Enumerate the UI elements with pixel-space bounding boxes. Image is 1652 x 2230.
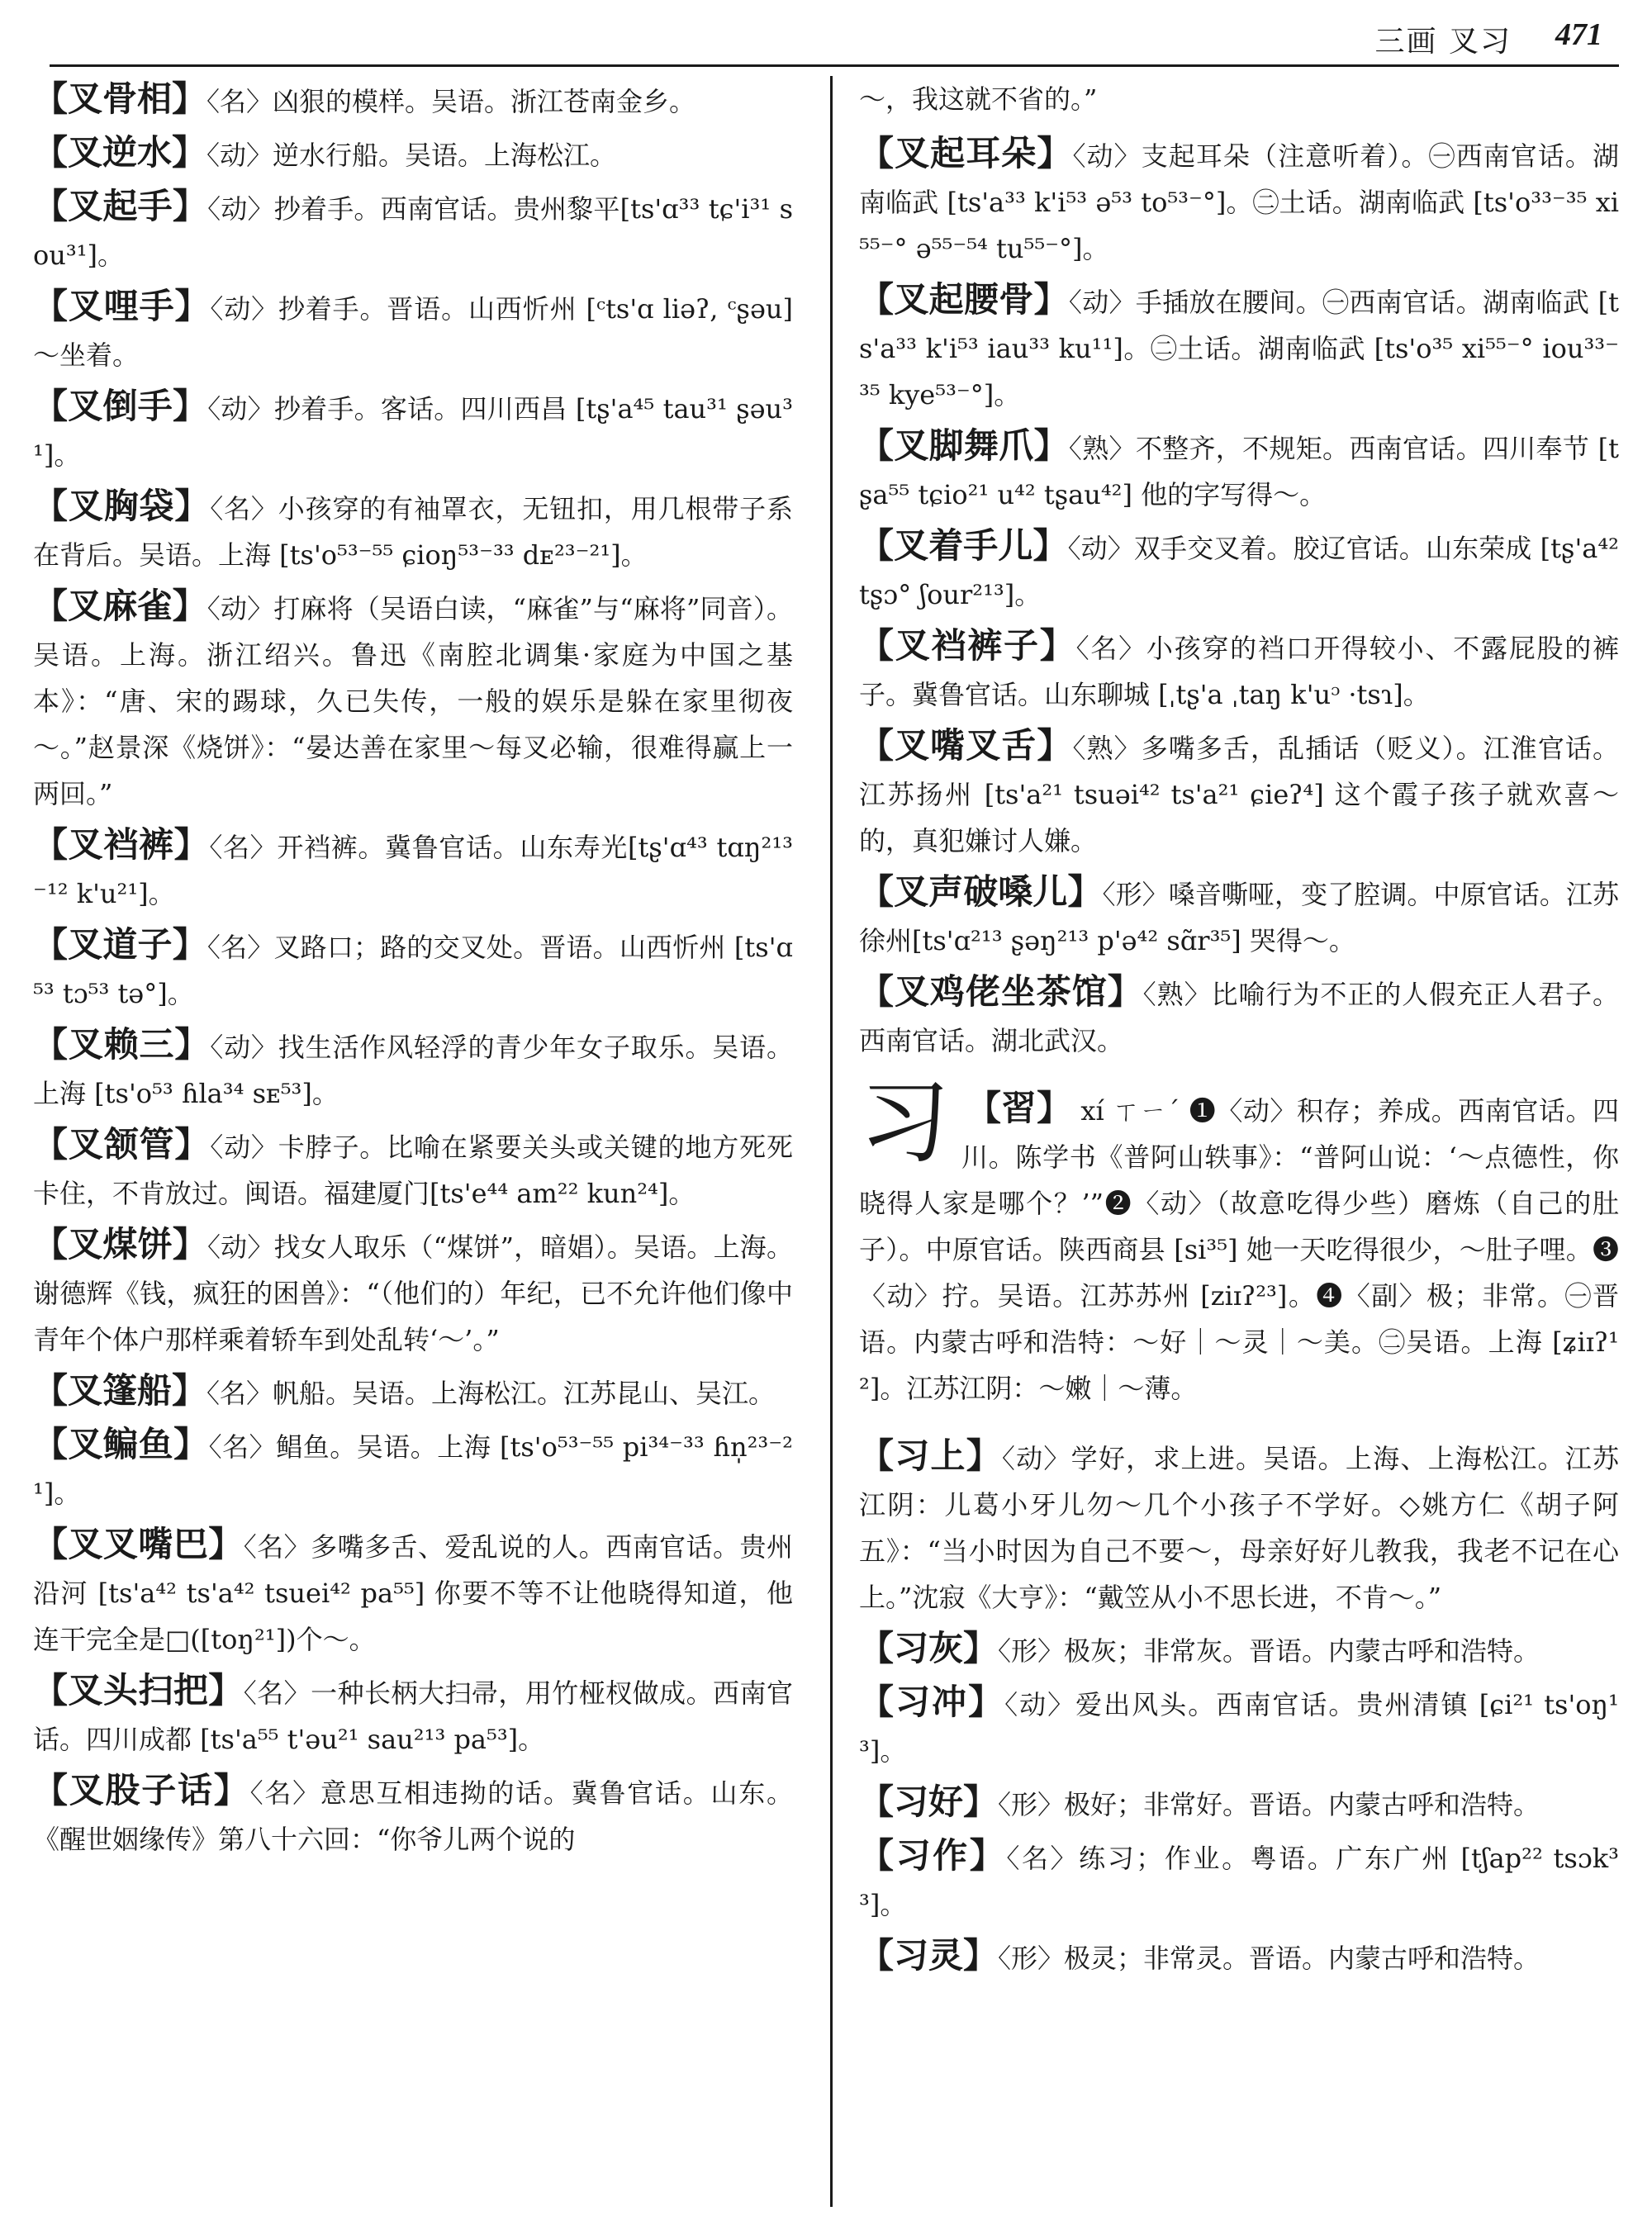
page-number: 471 (1555, 17, 1602, 52)
entry-headword: 【叉声破嗓儿】 (859, 871, 1103, 912)
dictionary-entry (859, 1833, 1619, 1928)
entry-headword: 【叉倒手】 (33, 386, 208, 426)
entry-definition: 〈熟〉多嘴多舌，乱插话（贬义）。江淮官话。江苏扬州 [ts'a²¹ tsuəi⁴² ts'a²¹ ɕieʔ⁴] 这个霞子孩子就欢喜～的，真犯嫌讨人嫌。 (859, 733, 1619, 856)
header-rule (50, 64, 1619, 67)
dictionary-entry (33, 1368, 793, 1416)
entry-definition: 〈名〉鲳鱼。吴语。上海 [ts'o⁵³⁻⁵⁵ pi³⁴⁻³³ ɦn̩²³⁻²¹]。 (33, 1431, 793, 1509)
entry-definition: 〈动〉手插放在腰间。㊀西南官话。湖南临武 [ts'a³³ k'i⁵³ iau³³ ku¹¹]。㊁土话。湖南临武 [ts'o³⁵ xi⁵⁵⁻° iou³³⁻³⁵ kye⁵³⁻°]。 (859, 287, 1619, 410)
entry-headword: 【习灵】 (859, 1935, 999, 1976)
entry-definition: 〈名〉小孩穿的裆口开得较小、不露屁股的裤子。冀鲁官话。山东聊城 [ˌtʂ'a ˌtaŋ k'uᵓ ·tsɿ]。 (859, 633, 1619, 710)
dictionary-entry (859, 1625, 1619, 1674)
dictionary-entry (859, 130, 1619, 272)
entry-definition: 〈名〉小孩穿的有袖罩衣，无钮扣，用几根带子系在背后。吴语。上海 [ts'o⁵³⁻⁵⁵ ɕioŋ⁵³⁻³³ dᴇ²³⁻²¹]。 (33, 493, 793, 571)
page-header (0, 0, 1652, 66)
entry-headword: 【习好】 (859, 1782, 999, 1822)
dictionary-entry (859, 1679, 1619, 1774)
dictionary-entry (859, 1779, 1619, 1828)
entry-headword: 【习冲】 (859, 1682, 1005, 1722)
dictionary-entry (859, 423, 1619, 518)
dictionary-entry (33, 183, 793, 278)
entry-definition: 〈动〉抄着手。客话。四川西昌 [tʂ'a⁴⁵ tau³¹ ʂəu³¹]。 (33, 393, 793, 471)
entry-headword: 【叉篷船】 (33, 1370, 207, 1411)
dictionary-entry (33, 130, 793, 178)
entry-headword: 【叉股子话】 (33, 1770, 250, 1810)
entry-definition: 〈形〉嗓音嘶哑，变了腔调。中原官话。江苏徐州[ts'ɑ²¹³ ʂəŋ²¹³ p'ə⁴² sɑ̃r³⁵] 哭得～。 (859, 879, 1619, 956)
entry-headword: 【叉哩手】 (33, 286, 211, 326)
entry-definition: 〈名〉多嘴多舌、爱乱说的人。西南官话。贵州沿河 [ts'a⁴² ts'a⁴² tsuei⁴² pa⁵⁵] 你要不等不让他晓得知道，他连干完全是□([toŋ²¹])个～。 (33, 1531, 793, 1655)
entry-definition: 〈熟〉不整齐，不规矩。西南官话。四川奉节 [tʂa⁵⁵ tɕio²¹ u⁴² tʂau⁴²] 他的字写得～。 (859, 433, 1619, 510)
head-character: 习 (859, 1070, 950, 1175)
entry-headword: 【叉裆裤】 (33, 824, 210, 865)
entry-headword: 【叉起腰骨】 (859, 279, 1069, 320)
entry-definition: 〈动〉爱出风头。西南官话。贵州清镇 [ɕi²¹ ts'oŋ¹³]。 (859, 1689, 1619, 1767)
dictionary-entry (859, 869, 1619, 964)
entry-headword: 【叉起手】 (33, 186, 208, 226)
entry-definition: 〈形〉极好；非常好。晋语。内蒙古呼和浩特。 (998, 1789, 1540, 1820)
dictionary-entry (859, 523, 1619, 618)
entry-headword: 【习作】 (859, 1835, 1007, 1876)
column-divider (830, 76, 833, 2207)
dictionary-entry (33, 922, 793, 1017)
dictionary-entry (859, 277, 1619, 418)
dictionary-entry (859, 969, 1619, 1064)
entry-headword: 【叉脚舞爪】 (859, 425, 1069, 466)
entry-headword: 【叉赖三】 (33, 1024, 211, 1065)
dictionary-entry (859, 1933, 1619, 1981)
entry-headword: 【叉裆裤子】 (859, 625, 1076, 666)
entry-headword: 【习上】 (859, 1435, 1002, 1476)
entry-headword: 【叉麻雀】 (33, 586, 207, 626)
dictionary-entry (33, 1767, 793, 1862)
entry-headword: 【叉逆水】 (33, 132, 207, 173)
entry-definition: 〈名〉凶狠的模样。吴语。浙江苍南金乡。 (206, 86, 696, 117)
dictionary-entry (33, 283, 793, 378)
entry-definition: 〈名〉一种长柄大扫帚，用竹桠杈做成。西南官话。四川成都 [ts'a⁵⁵ t'əu²¹ sau²¹³ pa⁵³]。 (33, 1677, 793, 1755)
entry-headword: 【叉骨相】 (33, 78, 207, 119)
entry-definition: 〈名〉叉路口；路的交叉处。晋语。山西忻州 [ts'ɑ⁵³ tɔ⁵³ tə°]。 (33, 932, 793, 1009)
dictionary-entry (33, 1022, 793, 1117)
pinyin: xí ㄒㄧˊ (1080, 1095, 1181, 1127)
entry-definition: 〈动〉找女人取乐（“煤饼”，暗娼）。吴语。上海。谢德辉《钱，疯狂的困兽》：“（他们的）年纪，已不允许他们像中青年个体户那样乘着轿车到处乱转‘～’。” (33, 1231, 793, 1355)
entry-definition: 〈动〉支起耳朵（注意听着）。㊀西南官话。湖南临武 [ts'a³³ k'i⁵³ ə⁵³ to⁵³⁻°]。㊁土话。湖南临武 [ts'o³³⁻³⁵ xi⁵⁵⁻° ə⁵⁵⁻⁵⁴ tu⁵⁵⁻°]。 (859, 140, 1619, 264)
entry-definition: 〈动〉逆水行船。吴语。上海松江。 (206, 140, 617, 171)
entry-definition: 〈名〉开裆裤。冀鲁官话。山东寿光[tʂ'ɑ⁴³ tɑŋ²¹³⁻¹² k'u²¹]。 (33, 832, 793, 909)
dictionary-entry (33, 1668, 793, 1763)
entry-headword: 【叉鸡佬坐茶馆】 (859, 971, 1143, 1012)
dictionary-entry (859, 623, 1619, 718)
entry-headword: 【习灰】 (859, 1628, 999, 1668)
dictionary-entry (33, 383, 793, 478)
dictionary-entry (33, 1122, 793, 1217)
entry-definition: 〈动〉打麻将（吴语白读，“麻雀”与“麻将”同音）。吴语。上海。浙江绍兴。鲁迅《南腔北调集·家庭为中国之基本》：“唐、宋的踢球，久已失传，一般的娱乐是躲在家里彻夜～。”赵景深《烧饼》：“晏达善在家里～每叉必输，很难得赢上一两回。” (33, 593, 793, 809)
dictionary-entry (33, 1421, 793, 1516)
entry-definition: 〈动〉卡脖子。比喻在紧要关头或关键的地方死死卡住，不肯放过。闽语。福建厦门[ts'e⁴⁴ am²² kun²⁴]。 (33, 1132, 793, 1209)
entry-definition: 〈动〉学好，求上进。吴语。上海、上海松江。江苏江阴：儿葛小牙儿勿～几个小孩子不学好。◇姚方仁《胡子阿五》：“当小时因为自己不要～，母亲好好儿教我，我老不记在心上。”沈寂《大亨》：“戴笠从小不思长进，不肯～。” (859, 1443, 1619, 1613)
dictionary-entry (859, 1433, 1619, 1620)
entry-definition: 〈熟〉比喻行为不正的人假充正人君子。西南官话。湖北武汉。 (859, 979, 1619, 1056)
entry-definition: 〈名〉练习；作业。粤语。广东广州 [tʃap²² tsɔk³³]。 (859, 1843, 1619, 1920)
traditional-form: 【習】 (966, 1088, 1072, 1128)
entry-definition: 〈动〉抄着手。晋语。山西忻州 [ᶜts'ɑ liəʔ, ᶜʂəu] ～坐着。 (33, 293, 793, 371)
entry-headword: 【叉颔管】 (33, 1124, 211, 1165)
dictionary-entry (33, 76, 793, 125)
character-entry (859, 1070, 1620, 1412)
entry-headword: 【叉着手儿】 (859, 525, 1068, 566)
entry-definition: 〈形〉极灰；非常灰。晋语。内蒙古呼和浩特。 (998, 1635, 1540, 1667)
entry-definition: 〈动〉双手交叉着。胶辽官话。山东荣成 [tʂ'a⁴² tʂɔ° ʃour²¹³]。 (859, 533, 1619, 610)
entry-headword: 【叉起耳朵】 (859, 133, 1073, 173)
entry-definition: ❶〈动〉积存；养成。西南官话。四川。陈学书《普阿山轶事》：“普阿山说：‘～点德性，你晓得人家是哪个？’”❷〈动〉（故意吃得少些）磨炼（自己的肚子）。中原官话。陕西商县 [si³⁵] 她一天吃得很少，～肚子哩。❸〈动〉拧。吴语。江苏苏州 [ziɪʔ²³]。❹〈副〉极；非常。㊀晋语。内蒙古呼和浩特：～好｜～灵｜～美。㊁吴语。上海 [ʑiɪʔ¹²]。江苏江阴：～嫩｜～薄。 (859, 1095, 1620, 1404)
dictionary-entry (859, 723, 1619, 864)
continued-text: ～，我这就不省的。” (859, 83, 1098, 115)
entry-headword: 【叉头扫把】 (33, 1670, 244, 1710)
entry-headword: 【叉鳊鱼】 (33, 1424, 209, 1464)
dictionary-entry (33, 822, 793, 917)
right-column (859, 76, 1619, 1986)
entry-definition: 〈名〉帆船。吴语。上海松江。江苏昆山、吴江。 (206, 1378, 776, 1409)
dictionary-entry (33, 1222, 793, 1363)
entry-headword: 【叉煤饼】 (33, 1224, 207, 1264)
dictionary-entry (33, 483, 793, 578)
dictionary-entry (33, 1521, 793, 1663)
entry-definition: 〈形〉极灵；非常灵。晋语。内蒙古呼和浩特。 (998, 1943, 1540, 1974)
entry-headword: 【叉嘴叉舌】 (859, 725, 1073, 766)
dictionary-entry (33, 583, 793, 817)
entry-headword: 【叉胸袋】 (33, 486, 211, 526)
entry-headword: 【叉道子】 (33, 924, 207, 965)
entry-definition: 〈名〉意思互相违拗的话。冀鲁官话。山东。《醒世姻缘传》第八十六回：“你爷儿两个说的 (33, 1777, 793, 1855)
entry-headword: 【叉叉嘴巴】 (33, 1524, 244, 1564)
entry-definition: 〈动〉找生活作风轻浮的青少年女子取乐。吴语。上海 [ts'o⁵³ ɦla³⁴ sᴇ⁵³]。 (33, 1032, 793, 1109)
entry-definition: 〈动〉抄着手。西南官话。贵州黎平[ts'ɑ³³ tɕ'i³¹ sou³¹]。 (33, 193, 793, 271)
running-head: 三画 叉习 (1374, 25, 1512, 59)
left-column (33, 76, 793, 1867)
